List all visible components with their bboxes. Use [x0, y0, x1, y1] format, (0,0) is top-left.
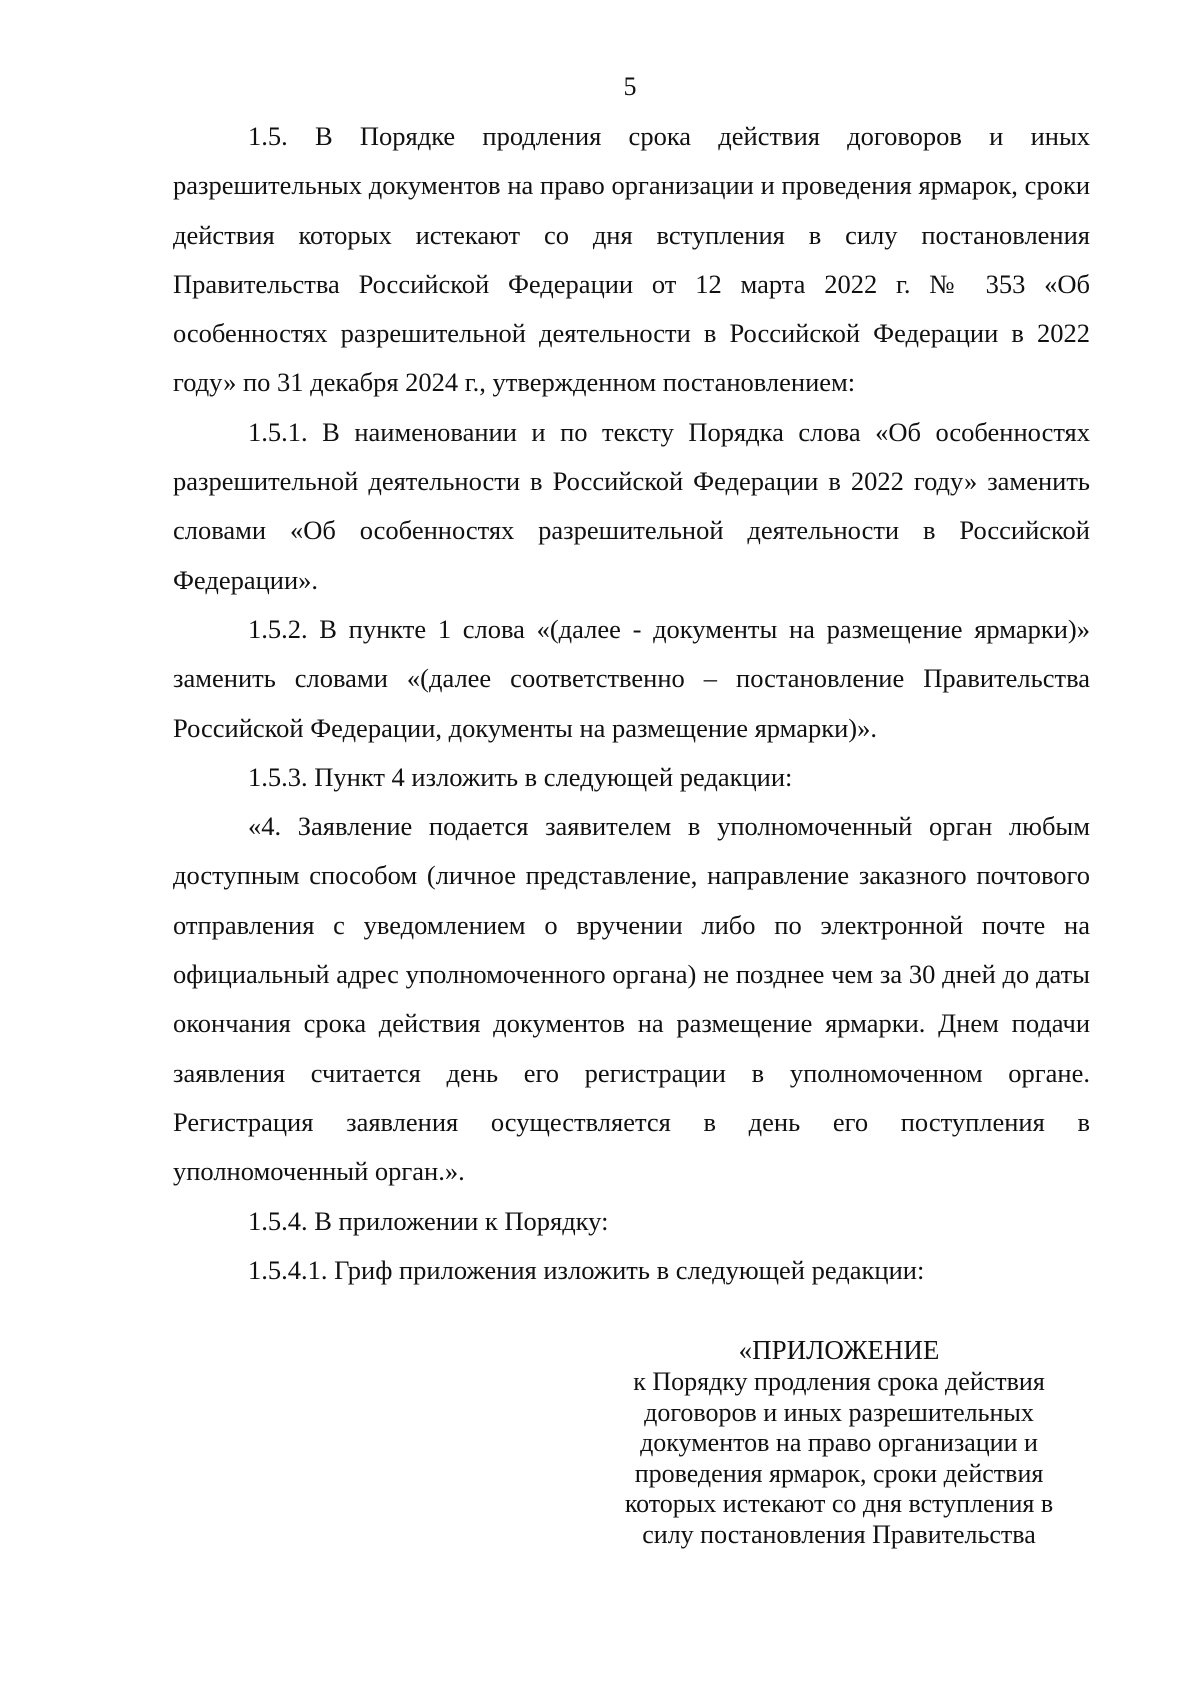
- document-body: [173, 112, 1090, 1295]
- grif-line: силу постановления Правительства: [642, 1519, 1036, 1549]
- grif-title: «ПРИЛОЖЕНИЕ: [738, 1335, 940, 1365]
- grif-line: которых истекают со дня вступления в: [624, 1489, 1054, 1518]
- paragraph-1-5: 1.5. В Порядке продления срока действия договоров и иных разрешительных документов на право организации и проведения ярмарок, сроки действия которых истекают со дня вступления в силу постановления Правительства Российской Федерации от 12 марта 2022 г. № 353 «Об особенностях разрешительной деятельности в Российской Федерации в 2022 году» по 31 декабря 2024 г., утвержденном постановлением:: [173, 121, 1090, 398]
- paragraph-1-5-4: 1.5.4. В приложении к Порядку:: [248, 1205, 609, 1236]
- grif-line: договоров и иных разрешительных: [644, 1397, 1034, 1427]
- paragraph-1-5-1: 1.5.1. В наименовании и по тексту Порядка слова «Об особенностях разрешительной деятельности в Российской Федерации в 2022 году» заменить словами «Об особенностях разрешительной деятельности в Российской Федерации».: [173, 416, 1090, 595]
- paragraph-point-4: «4. Заявление подается заявителем в уполномоченный орган любым доступным способом (личное представление, направление заказного почтового отправления с уведомлением о вручении либо по электронной почте на официальный адрес уполномоченного органа) не позднее чем за 30 дней до даты окончания срока действия документов на размещение ярмарки. Днем подачи заявления считается день его регистрации в уполномоченном органе. Регистрация заявления осуществляется в день его поступления в уполномоченный орган.».: [173, 811, 1090, 1187]
- paragraph-1-5-3: 1.5.3. Пункт 4 изложить в следующей редакции:: [248, 761, 793, 792]
- page-number: 5: [623, 72, 637, 101]
- grif-line: документов на право организации и: [640, 1428, 1038, 1457]
- paragraph-1-5-4-1: 1.5.4.1. Гриф приложения изложить в следующей редакции:: [248, 1254, 925, 1285]
- grif-line: к Порядку продления срока действия: [633, 1367, 1045, 1396]
- paragraph-1-5-2: 1.5.2. В пункте 1 слова «(далее - документы на размещение ярмарки)» заменить словами «(далее соответственно – постановление Правительства Российской Федерации, документы на размещение ярмарки)».: [173, 613, 1090, 743]
- grif-line: проведения ярмарок, сроки действия: [634, 1458, 1044, 1488]
- appendix-grif: [600, 1333, 1078, 1550]
